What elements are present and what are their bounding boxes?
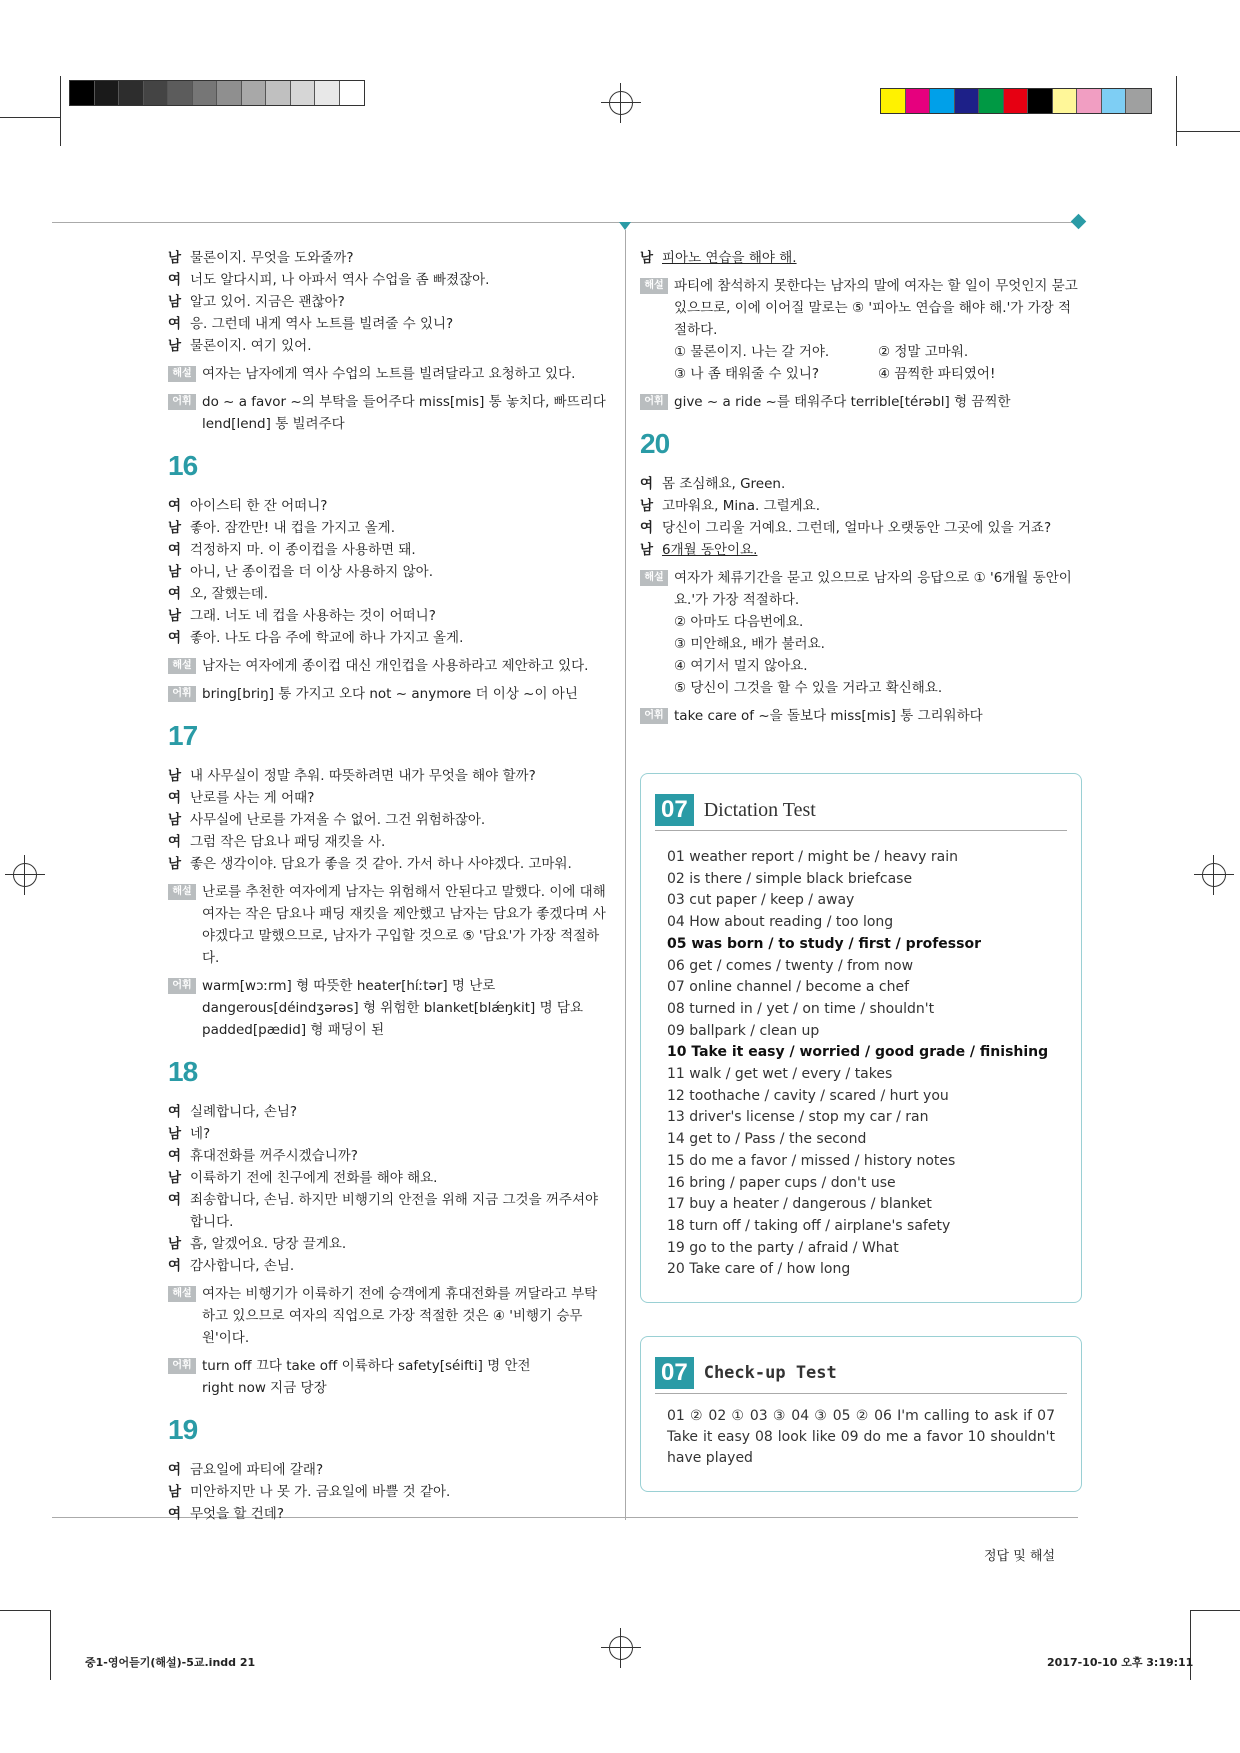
- dictation-item: 04 How about reading / too long: [667, 914, 894, 931]
- dialogue-text: 당신이 그리울 거예요. 그런데, 얼마나 오랫동안 그곳에 있을 거죠?: [662, 520, 1052, 536]
- crop-mark: [1190, 1610, 1240, 1611]
- dialogue-text: 휴대전화를 꺼주시겠습니까?: [190, 1148, 358, 1164]
- eohwi-text: padded[pædid] 형 패딩이 된: [202, 1022, 385, 1038]
- color-swatch: [144, 81, 169, 105]
- option-item: ④ 끔찍한 파티였어!: [878, 366, 996, 382]
- eohwi-tag: 어휘: [640, 708, 668, 724]
- haeseol-text: 난로를 추천한 여자에게 남자는 위험해서 안된다고 말했다. 이에 대해 여자는 작은 담요나 패딩 재킷을 제안했고 남자는 담요가 좋겠다며 사야겠다고 말했으므로, 남자가 구입할 것으로 ⑤ '담요'가 가장 적절하다.: [202, 884, 606, 966]
- box-header: [655, 1357, 1067, 1394]
- color-swatch: [1077, 89, 1102, 113]
- eohwi-note: [168, 975, 610, 1041]
- eohwi-note: [168, 683, 610, 705]
- dialogue-block: [168, 765, 610, 875]
- haeseol-note: [640, 567, 1082, 699]
- dialogue-line: [168, 1255, 610, 1277]
- crop-mark: [1176, 131, 1240, 132]
- speaker-label: 여: [168, 272, 182, 288]
- eohwi-text: give ~ a ride ~를 태워주다 terrible[térəbl] 형 끔찍한: [674, 394, 1011, 410]
- box-header: [655, 794, 1067, 831]
- unit-badge: 07: [655, 1357, 694, 1389]
- registration-mark-icon: [1194, 855, 1234, 895]
- dialogue-text: 물론이지. 무엇을 도와줄까?: [190, 250, 354, 266]
- dictation-test-box: [640, 773, 1082, 1303]
- color-swatch: [340, 81, 365, 105]
- dialogue-block: [168, 1101, 610, 1277]
- eohwi-note: [640, 391, 1082, 413]
- dialogue-line: [168, 517, 610, 539]
- speaker-label: 남: [168, 338, 182, 354]
- dialogue-line: [168, 247, 610, 269]
- color-swatch: [930, 89, 955, 113]
- haeseol-tag: 해설: [168, 658, 196, 674]
- dialogue-line: [168, 539, 610, 561]
- dialogue-text: 무엇을 할 건데?: [190, 1506, 284, 1522]
- dialogue-block: [640, 473, 1082, 539]
- haeseol-note: [168, 363, 610, 385]
- eohwi-text: lend[lend] 통 빌려주다: [202, 416, 345, 432]
- color-swatch: [1028, 89, 1053, 113]
- speaker-label: 남: [168, 608, 182, 624]
- dialogue-line: [168, 627, 610, 649]
- speaker-label: 여: [168, 834, 182, 850]
- color-swatch: [955, 89, 980, 113]
- crop-mark: [0, 1610, 50, 1611]
- speaker-label: 남: [168, 812, 182, 828]
- haeseol-tag: 해설: [168, 1286, 196, 1302]
- color-swatch: [1053, 89, 1078, 113]
- dialogue-text: 그럼 작은 담요나 패딩 재킷을 사.: [190, 834, 386, 850]
- dialogue-text: 걱정하지 마. 이 종이컵을 사용하면 돼.: [190, 542, 416, 558]
- eohwi-text: take care of ~을 돌보다 miss[mis] 통 그리워하다: [674, 708, 983, 724]
- dialogue-text: 아이스티 한 잔 어떠니?: [190, 498, 328, 514]
- dialogue-text: 금요일에 파티에 갈래?: [190, 1462, 324, 1478]
- dialogue-text: 그래. 너도 네 컵을 사용하는 것이 어떠니?: [190, 608, 436, 624]
- speaker-label: 여: [168, 630, 182, 646]
- color-swatch: [1126, 89, 1151, 113]
- left-column: [168, 247, 610, 1525]
- eohwi-text: bring[briŋ] 통 가지고 오다 not ~ anymore 더 이상 ~이 아닌: [202, 686, 578, 702]
- color-swatch: [291, 81, 316, 105]
- dialogue-text: 좋은 생각이야. 담요가 좋을 것 같아. 가서 하나 사야겠다. 고마워.: [190, 856, 572, 872]
- haeseol-text: 남자는 여자에게 종이컵 대신 개인컵을 사용하라고 제안하고 있다.: [202, 658, 589, 674]
- dictation-item: 20 Take care of / how long: [667, 1261, 851, 1278]
- speaker-label: 남: [640, 250, 654, 266]
- color-swatch: [1102, 89, 1127, 113]
- dialogue-line: [168, 1233, 610, 1255]
- speaker-label: 남: [168, 1170, 182, 1186]
- file-name: 중1-영어듣기(해설)-5교.indd 21: [85, 1656, 256, 1669]
- speaker-label: 여: [168, 1192, 182, 1208]
- eohwi-tag: 어휘: [640, 394, 668, 410]
- dictation-item: 15 do me a favor / missed / history notes: [667, 1152, 956, 1169]
- dialogue-text: 너도 알다시피, 나 아파서 역사 수업을 좀 빠졌잖아.: [190, 272, 490, 288]
- color-swatch: [266, 81, 291, 105]
- dialogue-line: [168, 853, 610, 875]
- option-item: ④ 여기서 멀지 않아요.: [674, 658, 808, 674]
- speaker-label: 남: [168, 768, 182, 784]
- dictation-item: 17 buy a heater / dangerous / blanket: [667, 1196, 932, 1213]
- eohwi-text: turn off 끄다 take off 이륙하다 safety[séifti] 명 안전: [202, 1358, 531, 1374]
- speaker-label: 여: [168, 1462, 182, 1478]
- eohwi-note: [640, 705, 1082, 727]
- haeseol-text: 여자는 남자에게 역사 수업의 노트를 빌려달라고 요청하고 있다.: [202, 366, 576, 382]
- color-swatch: [95, 81, 120, 105]
- dialogue-text: 아니, 난 종이컵을 더 이상 사용하지 않아.: [190, 564, 433, 580]
- checkup-test-box: [640, 1336, 1082, 1492]
- dialogue-text: 알고 있어. 지금은 괜찮아?: [190, 294, 345, 310]
- dialogue-line: [168, 809, 610, 831]
- dictation-item: 09 ballpark / clean up: [667, 1022, 820, 1039]
- eohwi-tag: 어휘: [168, 1358, 196, 1374]
- question-number: 17: [168, 720, 198, 751]
- checkup-answers: 01 ② 02 ① 03 ③ 04 ③ 05 ② 06 I'm calling to ask if 07 Take it easy 08 look like 09 do me a favor 10 shouldn't have played: [667, 1408, 1055, 1466]
- eohwi-text: right now 지금 당장: [202, 1380, 327, 1396]
- eohwi-tag: 어휘: [168, 978, 196, 994]
- color-swatch: [242, 81, 267, 105]
- dialogue-line: [640, 495, 1082, 517]
- eohwi-note: [168, 391, 610, 435]
- dialogue-line: [168, 291, 610, 313]
- dialogue-line: [168, 1101, 610, 1123]
- dialogue-line: [168, 765, 610, 787]
- question-number: 18: [168, 1056, 198, 1087]
- speaker-label: 여: [168, 790, 182, 806]
- registration-mark-icon: [5, 855, 45, 895]
- option-item: ③ 나 좀 태워줄 수 있니?: [674, 366, 820, 382]
- dialogue-line: [168, 1481, 610, 1503]
- dialogue-line: [168, 495, 610, 517]
- speaker-label: 남: [168, 520, 182, 536]
- haeseol-tag: 해설: [640, 278, 668, 294]
- eohwi-tag: 어휘: [168, 686, 196, 702]
- color-swatch: [119, 81, 144, 105]
- speaker-label: 여: [168, 542, 182, 558]
- dialogue-line: [640, 247, 1082, 269]
- option-item: ② 정말 고마워.: [878, 344, 969, 360]
- unit-badge: 07: [655, 794, 694, 826]
- box-title: Dictation Test: [703, 798, 816, 821]
- option-list: [674, 341, 1082, 385]
- dictation-item: 12 toothache / cavity / scared / hurt you: [667, 1087, 949, 1104]
- haeseol-tag: 해설: [640, 570, 668, 586]
- dialogue-block: [168, 1459, 610, 1525]
- option-item: ③ 미안해요, 배가 불러요.: [674, 636, 825, 652]
- dialogue-text: 미안하지만 나 못 가. 금요일에 바쁠 것 같아.: [190, 1484, 451, 1500]
- dialogue-text: 물론이지. 여기 있어.: [190, 338, 312, 354]
- speaker-label: 남: [640, 542, 654, 558]
- eohwi-tag: 어휘: [168, 394, 196, 410]
- haeseol-text: 파티에 참석하지 못한다는 남자의 말에 여자는 할 일이 무엇인지 묻고 있으므로, 이에 이어질 말로는 ⑤ '피아노 연습을 해야 해.'가 가장 적절하다.: [674, 278, 1078, 338]
- question-number: 19: [168, 1414, 198, 1445]
- crop-mark: [50, 1610, 51, 1680]
- dialogue-text: 오, 잘했는데.: [190, 586, 269, 602]
- haeseol-tag: 해설: [168, 884, 196, 900]
- dialogue-line: [168, 1167, 610, 1189]
- dictation-item: 19 go to the party / afraid / What: [667, 1239, 899, 1256]
- column-divider: [625, 230, 626, 1520]
- haeseol-text: 여자는 비행기가 이륙하기 전에 승객에게 휴대전화를 꺼달라고 부탁하고 있으므로 여자의 직업으로 가장 적절한 것은 ④ '비행기 승무원'이다.: [202, 1286, 598, 1346]
- dialogue-line: [168, 269, 610, 291]
- color-swatch: [881, 89, 906, 113]
- dialogue-text: 사무실에 난로를 가져올 수 없어. 그건 위험하잖아.: [190, 812, 486, 828]
- option-item: ① 물론이지. 나는 갈 거야.: [674, 344, 830, 360]
- dialogue-line: [168, 605, 610, 627]
- dictation-item: 16 bring / paper cups / don't use: [667, 1174, 896, 1191]
- color-swatch: [979, 89, 1004, 113]
- dialogue-line: [168, 831, 610, 853]
- arrow-down-icon: [619, 222, 631, 230]
- color-swatch-bar: [880, 88, 1152, 114]
- haeseol-tag: 해설: [168, 366, 196, 382]
- speaker-label: 여: [168, 1104, 182, 1120]
- haeseol-note: [168, 655, 610, 677]
- speaker-label: 남: [168, 294, 182, 310]
- eohwi-text: warm[wɔːrm] 형 따뜻한 heater[híːtər] 명 난로: [202, 978, 496, 994]
- speaker-label: 남: [168, 250, 182, 266]
- page-label: 정답 및 해설: [984, 1549, 1056, 1564]
- option-list: [674, 611, 1082, 699]
- dialogue-text: 이륙하기 전에 친구에게 전화를 해야 해요.: [190, 1170, 438, 1186]
- dialogue-text: 고마워요, Mina. 그럴게요.: [662, 498, 821, 514]
- crop-mark: [60, 76, 61, 146]
- crop-mark: [0, 117, 60, 118]
- dialogue-line: [168, 1459, 610, 1481]
- color-swatch: [1004, 89, 1029, 113]
- dialogue-text: 좋아. 나도 다음 주에 학교에 하나 가지고 올게.: [190, 630, 464, 646]
- box-title: Check-up Test: [703, 1363, 837, 1383]
- dialogue-line: [168, 583, 610, 605]
- dialogue-line: [168, 1145, 610, 1167]
- dictation-item: 05 was born / to study / first / professor: [667, 935, 981, 952]
- dialogue-line: [168, 787, 610, 809]
- color-swatch: [193, 81, 218, 105]
- answer-line: 피아노 연습을 해야 해.: [662, 250, 797, 266]
- speaker-label: 남: [168, 564, 182, 580]
- speaker-label: 남: [168, 1236, 182, 1252]
- eohwi-note: [168, 1355, 610, 1399]
- print-timestamp: 2017-10-10 오후 3:19:11: [1047, 1656, 1194, 1669]
- dialogue-text: 응. 그런데 내게 역사 노트를 빌려줄 수 있니?: [190, 316, 454, 332]
- registration-mark-icon: [601, 83, 641, 123]
- speaker-label: 여: [168, 498, 182, 514]
- color-swatch: [217, 81, 242, 105]
- dialogue-text: 몸 조심해요, Green.: [662, 476, 786, 492]
- dialogue-text: 좋아. 잠깐만! 내 컵을 가지고 올게.: [190, 520, 395, 536]
- dialogue-text: 네?: [190, 1126, 211, 1142]
- dialogue-line: [640, 517, 1082, 539]
- dictation-item: 18 turn off / taking off / airplane's safety: [667, 1217, 951, 1234]
- dictation-item: 01 weather report / might be / heavy rain: [667, 849, 958, 865]
- dictation-item: 07 online channel / become a chef: [667, 979, 910, 996]
- dialogue-text: 흠, 알겠어요. 당장 끌게요.: [190, 1236, 347, 1252]
- speaker-label: 여: [640, 520, 654, 536]
- dictation-item: 13 driver's license / stop my car / ran: [667, 1109, 929, 1126]
- haeseol-note: [168, 881, 610, 969]
- dictation-item: 11 walk / get wet / every / takes: [667, 1066, 893, 1083]
- haeseol-note: [640, 275, 1082, 385]
- diamond-icon: [1071, 214, 1087, 230]
- answer-line: 6개월 동안이요.: [662, 542, 758, 558]
- header-rule: [52, 222, 1074, 223]
- dialogue-text: 내 사무실이 정말 추워. 따뜻하려면 내가 무엇을 해야 할까?: [190, 768, 536, 784]
- question-number: 20: [640, 428, 670, 459]
- dialogue-line: [168, 1189, 610, 1233]
- dialogue-text: 죄송합니다, 손님. 하지만 비행기의 안전을 위해 지금 그것을 꺼주셔야 합니다.: [190, 1192, 599, 1230]
- dialogue-line: [168, 561, 610, 583]
- color-swatch: [70, 81, 95, 105]
- question-number: 16: [168, 450, 198, 481]
- color-swatch: [906, 89, 931, 113]
- dialogue-block: [168, 495, 610, 649]
- speaker-label: 여: [168, 1506, 182, 1522]
- dictation-item: 03 cut paper / keep / away: [667, 892, 855, 909]
- speaker-label: 여: [640, 476, 654, 492]
- dialogue-text: 감사합니다, 손님.: [190, 1258, 295, 1274]
- dialogue-line: [640, 539, 1082, 561]
- speaker-label: 남: [640, 498, 654, 514]
- color-swatch: [315, 81, 340, 105]
- dialogue-line: [640, 473, 1082, 495]
- speaker-label: 여: [168, 586, 182, 602]
- eohwi-text: dangerous[déindʒərəs] 형 위험한 blanket[blǽŋkit] 명 담요: [202, 1000, 584, 1016]
- crop-mark: [1176, 76, 1177, 146]
- speaker-label: 남: [168, 1126, 182, 1142]
- dialogue-line: [168, 335, 610, 357]
- speaker-label: 여: [168, 1258, 182, 1274]
- dictation-list: [667, 847, 1055, 1281]
- speaker-label: 남: [168, 1484, 182, 1500]
- gray-swatch-bar: [69, 80, 365, 106]
- speaker-label: 남: [168, 856, 182, 872]
- dictation-item: 06 get / comes / twenty / from now: [667, 957, 914, 974]
- dictation-item: 10 Take it easy / worried / good grade / finishing: [667, 1044, 1049, 1061]
- dialogue-text: 난로를 사는 게 어때?: [190, 790, 315, 806]
- speaker-label: 여: [168, 1148, 182, 1164]
- option-item: ② 아마도 다음번에요.: [674, 614, 804, 630]
- option-item: ⑤ 당신이 그것을 할 수 있을 거라고 확신해요.: [674, 680, 943, 696]
- haeseol-text: 여자가 체류기간을 묻고 있으므로 남자의 응답으로 ① '6개월 동안이요.'가 가장 적절하다.: [674, 570, 1072, 608]
- dialogue-line: [168, 1123, 610, 1145]
- dialogue-line: [168, 1503, 610, 1525]
- dictation-item: 14 get to / Pass / the second: [667, 1131, 867, 1148]
- haeseol-note: [168, 1283, 610, 1349]
- eohwi-text: do ~ a favor ~의 부탁을 들어주다 miss[mis] 통 놓치다, 빠뜨리다: [202, 394, 606, 410]
- dialogue-text: 실례합니다, 손님?: [190, 1104, 298, 1120]
- registration-mark-icon: [601, 1628, 641, 1668]
- dialogue-block: [168, 247, 610, 357]
- dictation-item: 02 is there / simple black briefcase: [667, 870, 913, 887]
- dialogue-line: [168, 313, 610, 335]
- right-column: [640, 247, 1082, 727]
- dictation-item: 08 turned in / yet / on time / shouldn't: [667, 1000, 935, 1017]
- speaker-label: 여: [168, 316, 182, 332]
- color-swatch: [168, 81, 193, 105]
